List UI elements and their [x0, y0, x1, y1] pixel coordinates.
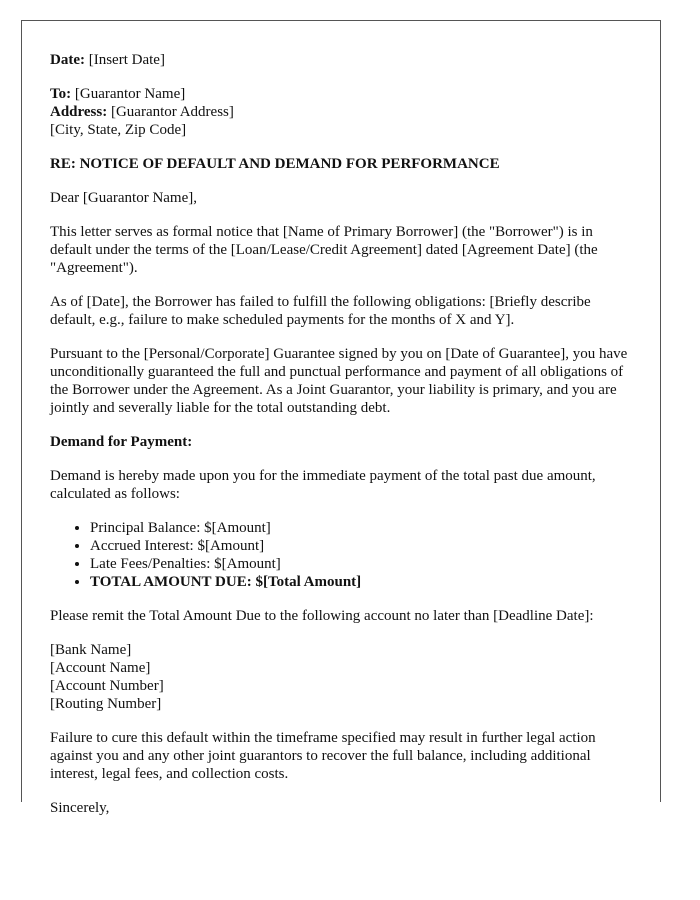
list-item: • Late Fees/Penalties: $[Amount]	[90, 555, 636, 573]
remit-instruction: Please remit the Total Amount Due to the following account no later than [Deadline Date]:	[50, 608, 594, 624]
closing-paragraph: Failure to cure this default within the timeframe specified may result in further legal action against you and any other joint guarantors to recover the full balance, including additional interest, legal fees, and collection costs.	[50, 730, 596, 782]
paragraph-notice: This letter serves as formal notice that [Name of Primary Borrower] (the "Borrower") is in default under the terms of the [Loan/Lease/Credit Agreement] dated [Agreement Date] (the "Agreement").	[50, 224, 598, 276]
total-amount-item: • TOTAL AMOUNT DUE: $[Total Amount]	[90, 573, 636, 591]
list-item: • Principal Balance: $[Amount]	[90, 519, 636, 537]
date-value: [Insert Date]	[84, 52, 165, 68]
account-number: [Account Number]	[50, 678, 164, 694]
salutation: Dear [Guarantor Name],	[50, 190, 198, 206]
city-line: [City, State, Zip Code]	[50, 122, 187, 138]
re-line: RE: NOTICE OF DEFAULT AND DEMAND FOR PERFORMANCE	[50, 156, 500, 172]
demand-intro: Demand is hereby made upon you for the immediate payment of the total past due amount, calculated as follows:	[50, 468, 596, 502]
letter-body	[50, 51, 636, 833]
letter-page	[21, 20, 661, 816]
address-label: Address:	[50, 104, 108, 120]
paragraph-guarantee: Pursuant to the [Personal/Corporate] Guarantee signed by you on [Date of Guarantee], you have unconditionally guaranteed the full and punctual performance and payment of all obligations of the Borrower under the Agreement. As a Joint Guarantor, your liability is primary, and you are jointly and severally liable for the total outstanding debt.	[50, 346, 628, 416]
recipient-block	[50, 85, 636, 139]
address-value: [Guarantor Address]	[107, 104, 234, 120]
address-line	[50, 103, 636, 121]
to-label: To:	[50, 86, 72, 102]
to-value: [Guarantor Name]	[71, 86, 186, 102]
date-line	[50, 51, 636, 69]
routing-number: [Routing Number]	[50, 696, 162, 712]
date-label: Date:	[50, 52, 85, 68]
demand-heading: Demand for Payment:	[50, 434, 193, 450]
to-line	[50, 85, 636, 103]
amount-list	[50, 519, 636, 591]
paragraph-obligations: As of [Date], the Borrower has failed to fulfill the following obligations: [Briefly describe default, e.g., failure to make scheduled payments for the months of X and Y].	[50, 294, 591, 328]
bank-details	[50, 641, 636, 713]
bank-name: [Bank Name]	[50, 642, 132, 658]
account-name: [Account Name]	[50, 660, 151, 676]
list-item: • Accrued Interest: $[Amount]	[90, 537, 636, 555]
signoff: Sincerely,	[50, 800, 110, 816]
